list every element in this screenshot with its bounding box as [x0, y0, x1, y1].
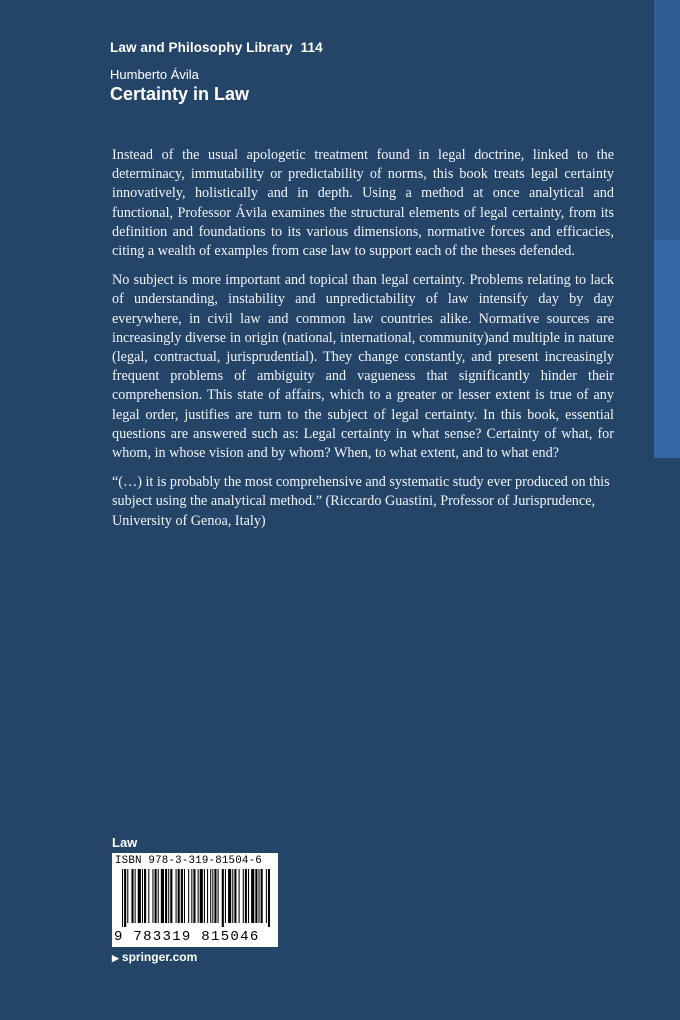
spine-band-lower	[654, 240, 680, 458]
barcode-bar	[234, 869, 236, 923]
spine-band-upper	[654, 0, 680, 240]
barcode-bar	[168, 869, 169, 923]
isbn-barcode	[112, 853, 278, 947]
publisher-website[interactable]	[112, 950, 197, 964]
barcode-bar	[228, 869, 231, 923]
barcode-bar	[225, 869, 226, 923]
blurb-paragraph-2: No subject is more important and topical than legal certainty. Problems relating to lack of understanding, instability and unpredictability of law intensify day by day everywhere, in civil law and common law countries alike. Normative sources are increasingly diverse in origin (national, international, community)and multiple in nature (legal, contractual, jurisprudential). They change constantly, and present increasingly frequent problems of ambiguity and vagueness that significantly hinder their comprehension. This state of affairs, which to a greater or lesser extent is true of any legal order, justifies are turn to the subject of legal certainty. In this book, essential questions are answered such as: Legal certainty in what sense? Certainty of what, for whom, in whose vision and by whom? When, to what extent, and to what end?	[112, 272, 614, 462]
author-name: Humberto Ávila	[110, 67, 199, 82]
barcode-bar	[181, 869, 183, 923]
barcode-bar	[248, 869, 249, 923]
barcode-bar	[200, 869, 203, 923]
barcode-bar	[191, 869, 192, 923]
barcode-bar	[170, 869, 172, 923]
barcode-bar	[165, 869, 167, 923]
blurb-text	[112, 146, 614, 541]
barcode-bar	[142, 869, 143, 923]
barcode-bar	[239, 869, 240, 923]
barcode-bar	[178, 869, 180, 923]
review-quote: “(…) it is probably the most comprehensive and systematic study ever produced on this subject using the analytical method.” (Riccardo Guastini, Professor of Jurisprudence, University of Genoa, Italy)	[112, 474, 610, 529]
barcode-bar	[214, 869, 216, 923]
blurb-paragraph-1: Instead of the usual apologetic treatment found in legal doctrine, linked to the determinacy, immutability or predictability of norms, this book treats legal certainty innovatively, holistically and in depth. Using a method at once analytical and functional, Professor Ávila examines the structural elements of legal certainty, from its definition and foundations to its various dimensions, normative forces and efficacies, citing a wealth of examples from case law to support each of the theses defended.	[112, 147, 614, 260]
barcode-bar	[184, 869, 185, 923]
spine-color-band	[654, 0, 680, 458]
barcode-bars	[122, 869, 270, 927]
isbn-label: ISBN 978-3-319-81504-6	[115, 855, 262, 867]
barcode-bar	[266, 869, 267, 923]
barcode-bar	[124, 869, 126, 927]
series-name: Law and Philosophy Library	[110, 40, 293, 55]
barcode-bar	[161, 869, 164, 923]
website-label: springer.com	[121, 950, 198, 964]
barcode-bar	[255, 869, 257, 923]
barcode-bar	[127, 869, 128, 923]
barcode-bar	[268, 869, 270, 927]
series-volume: 114	[300, 40, 323, 55]
subject-category: Law	[112, 835, 138, 850]
barcode-bar	[232, 869, 233, 923]
barcode-bar	[212, 869, 213, 923]
barcode-bar	[144, 869, 146, 923]
cover-header	[110, 40, 323, 105]
barcode-bar	[155, 869, 157, 923]
arrow-icon: ▶	[112, 953, 119, 963]
series-line	[110, 40, 323, 55]
barcode-bar	[204, 869, 205, 923]
barcode-bar	[259, 869, 260, 923]
barcode-bar	[138, 869, 141, 923]
barcode-bar	[261, 869, 263, 923]
barcode-bar	[210, 869, 211, 923]
barcode-bar	[135, 869, 136, 923]
barcode-bar	[152, 869, 153, 923]
barcode-bar	[207, 869, 208, 923]
barcode-bar	[245, 869, 247, 923]
barcode-bar	[222, 869, 224, 927]
barcode-bar	[188, 869, 189, 923]
barcode-bar	[148, 869, 149, 923]
ean-digits: 9 783319 815046	[114, 929, 260, 945]
barcode-bar	[218, 869, 219, 923]
barcode-bar	[131, 869, 133, 923]
barcode-bar	[158, 869, 159, 923]
barcode-bar	[251, 869, 254, 923]
barcode-bar	[243, 869, 244, 923]
barcode-bar	[198, 869, 199, 923]
barcode-bar	[193, 869, 195, 923]
book-title: Certainty in Law	[110, 84, 250, 104]
barcode-bar	[122, 869, 123, 927]
barcode-bar	[176, 869, 177, 923]
